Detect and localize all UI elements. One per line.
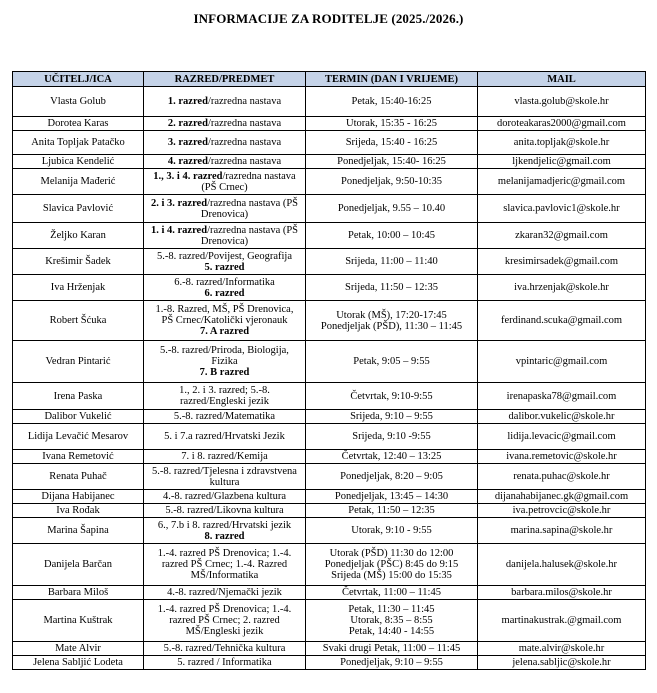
time-cell [306,155,478,169]
time-cell [306,424,478,450]
teacher-cell: Slavica Pavlović [13,195,144,223]
subject-line: PŠ Crnec/Katolički vjeronauk [161,315,288,326]
time-line: Srijeda, 15:40 - 16:25 [345,137,438,148]
time-line: Srijeda, 9:10 – 9:55 [350,411,433,422]
time-cell [306,410,478,424]
time-line: Utorak (PŠD) 11:30 do 12:00 [329,548,454,559]
teacher-cell: Ivana Remetović [13,450,144,464]
subject-cell [144,642,306,656]
time-line: Utorak, 15:35 - 16:25 [346,118,437,129]
subject-line: 7. A razred [199,326,250,337]
time-line: Četvrtak, 12:40 – 13:25 [341,451,442,462]
time-line: Srijeda, 11:50 – 12:35 [345,282,438,293]
subject-cell [144,544,306,586]
time-line: Petak, 11:30 – 11:45 [348,604,435,615]
table-row [13,87,646,117]
subject-line: 5.-8. razred/Priroda, Biologija, [160,345,289,356]
subject-line: 1.-4. razred PŠ Drenovica; 1.-4. [157,548,292,559]
teacher-cell: Dijana Habijanec [13,490,144,504]
subject-line: 2. razred/razredna nastava [167,118,282,129]
time-cell [306,249,478,275]
teacher-cell: Robert Šćuka [13,301,144,341]
teacher-cell: Iva Rođak [13,504,144,518]
subject-line: 1.-4. razred PŠ Drenovica; 1.-4. [157,604,292,615]
subject-cell [144,169,306,195]
teacher-cell: Vlasta Golub [13,87,144,117]
subject-line: Drenovica) [200,235,249,247]
time-line: Petak, 11:50 – 12:35 [348,505,435,516]
time-cell [306,131,478,155]
table-row [13,656,646,670]
mail-cell: doroteakaras2000@gmail.com [478,117,646,131]
subject-cell [144,223,306,249]
subject-cell [144,424,306,450]
table-row [13,195,646,223]
time-line: Ponedjeljak, 9:10 – 9:55 [340,657,443,668]
time-line: Ponedjeljak (PŠC) 8:45 do 9:15 [324,559,459,570]
time-line: Ponedjeljak (PŠD), 11:30 – 11:45 [320,320,463,332]
subject-cell [144,383,306,410]
table-row [13,504,646,518]
table-row [13,249,646,275]
subject-line: 6.-8. razred/Informatika [174,276,275,288]
subject-line: 4. razred/razredna nastava [167,156,282,167]
table-row [13,464,646,490]
table-row [13,169,646,195]
table-row [13,155,646,169]
table-row [13,410,646,424]
teacher-cell: Renata Puhač [13,464,144,490]
teacher-cell: Ljubica Kendelić [13,155,144,169]
subject-line: 5.-8. razred/Matematika [173,411,276,422]
subject-cell [144,490,306,504]
table-row [13,600,646,642]
subject-cell [144,600,306,642]
subject-cell [144,87,306,117]
table-row [13,117,646,131]
teacher-cell: Melanija Mađerić [13,169,144,195]
mail-cell: iva.hrzenjak@skole.hr [478,275,646,301]
mail-cell: mate.alvir@skole.hr [478,642,646,656]
mail-cell: vpintaric@gmail.com [478,341,646,383]
subject-cell [144,586,306,600]
subject-line: 4.-8. razred/Glazbena kultura [162,491,287,502]
subject-line: (PŠ Crnec) [201,181,248,193]
subject-line: 8. razred [204,530,245,542]
time-line: Ponedjeljak, 9:50-10:35 [341,176,442,187]
time-cell [306,117,478,131]
mail-cell: zkaran32@gmail.com [478,223,646,249]
subject-line: 1. razred/razredna nastava [167,96,282,107]
subject-line: kultura [209,476,240,488]
time-cell [306,504,478,518]
subject-cell [144,301,306,341]
subject-cell [144,450,306,464]
teacher-cell: Lidija Levačić Mesarov [13,424,144,450]
teacher-cell: Martina Kuštrak [13,600,144,642]
mail-cell: jelena.sabljic@skole.hr [478,656,646,670]
subject-cell [144,504,306,518]
header-mail: MAIL [478,72,646,87]
subject-line: 5.-8. razred/Povijest, Geografija [157,250,292,262]
subject-line: 1., 2. i 3. razred; 5.-8. [179,385,270,396]
header-subject: RAZRED/PREDMET [144,72,306,87]
subject-line: 5. i 7.a razred/Hrvatski Jezik [164,431,285,442]
subject-line: 1., 3. i 4. razred/razredna nastava [153,170,296,182]
teacher-cell: Jelena Sabljić Lodeta [13,656,144,670]
subject-line: 5.-8. razred/Likovna kultura [165,505,284,516]
time-line: Ponedjeljak, 9.55 – 10.40 [337,203,446,214]
time-cell [306,169,478,195]
time-cell [306,464,478,490]
teacher-cell: Irena Paska [13,383,144,410]
subject-cell [144,249,306,275]
subject-line: razred PŠ Crnec; 1.-4. Razred [161,559,288,570]
subject-line: razred PŠ Crnec; 2. razred [169,615,280,626]
time-line: Petak, 15:40-16:25 [351,96,432,107]
subject-line: 5.-8. razred/Tjelesna i zdravstvena [152,465,297,477]
teacher-cell: Dorotea Karas [13,117,144,131]
time-cell [306,544,478,586]
time-line: Utorak, 9:10 - 9:55 [351,525,432,536]
time-cell [306,490,478,504]
subject-line: 6. razred [204,287,245,299]
time-cell [306,642,478,656]
time-line: Srijeda (MŠ) 15:00 do 15:35 [331,570,452,581]
teacher-cell: Željko Karan [13,223,144,249]
subject-cell [144,518,306,544]
mail-cell: anita.topljak@skole.hr [478,131,646,155]
time-cell [306,656,478,670]
page-title: INFORMACIJE ZA RODITELJE (2025./2026.) [193,11,464,26]
table-row [13,383,646,410]
time-line: Ponedjeljak, 15:40- 16:25 [337,156,446,167]
table-row [13,223,646,249]
table-row [13,586,646,600]
subject-cell [144,155,306,169]
teacher-cell: Danijela Barčan [13,544,144,586]
subject-cell [144,410,306,424]
mail-cell: renata.puhac@skole.hr [478,464,646,490]
subject-cell [144,464,306,490]
time-line: Petak, 9:05 – 9:55 [353,356,430,367]
subject-cell [144,131,306,155]
mail-cell: melanijamadjeric@gmail.com [478,169,646,195]
mail-cell: martinakustrak.@gmail.com [478,600,646,642]
subject-cell [144,341,306,383]
mail-cell: ivana.remetovic@skole.hr [478,450,646,464]
mail-cell: iva.petrovcic@skole.hr [478,504,646,518]
time-line: Četvrtak, 11:00 – 11:45 [342,587,441,598]
teacher-cell: Marina Šapina [13,518,144,544]
table-row [13,544,646,586]
subject-line: Fizika [211,356,238,367]
time-line: Petak, 10:00 – 10:45 [348,230,435,241]
header-time: TERMIN (DAN I VRIJEME) [306,72,478,87]
time-line: Petak, 14:40 - 14:55 [348,626,435,637]
time-line: Srijeda, 11:00 – 11:40 [345,256,438,267]
mail-cell: kresimirsadek@gmail.com [478,249,646,275]
subject-cell [144,117,306,131]
mail-cell: irenapaska78@gmail.com [478,383,646,410]
subject-cell [144,275,306,301]
time-cell [306,518,478,544]
subject-line: razred/Engleski jezik [180,396,269,407]
mail-cell: ljkendjelic@gmail.com [478,155,646,169]
time-line: Svaki drugi Petak, 11:00 – 11:45 [322,643,461,654]
subject-line: MŠ/Informatika [190,570,259,581]
subject-line: 2. i 3. razred/razredna nastava (PŠ [150,197,299,209]
table-row [13,424,646,450]
time-line: Utorak, 8:35 – 8:55 [350,615,433,626]
subject-line: 6., 7.b i 8. razred/Hrvatski jezik [157,519,292,531]
time-cell [306,450,478,464]
time-line: Četvrtak, 9:10-9:55 [350,390,433,402]
table-row [13,450,646,464]
time-line: Ponedjeljak, 13:45 – 14:30 [334,491,449,502]
time-line: Srijeda, 9:10 -9:55 [352,431,431,442]
subject-line: 7. B razred [199,367,250,378]
teacher-cell: Barbara Miloš [13,586,144,600]
teacher-table [12,71,646,670]
teacher-cell: Vedran Pintarić [13,341,144,383]
mail-cell: ferdinand.scuka@gmail.com [478,301,646,341]
subject-line: 5. razred / Informatika [177,657,272,668]
time-cell [306,341,478,383]
time-cell [306,87,478,117]
table-row [13,301,646,341]
header-teacher: UČITELJ/ICA [13,72,144,87]
table-row [13,518,646,544]
teacher-cell: Krešimir Šadek [13,249,144,275]
table-row [13,341,646,383]
time-cell [306,383,478,410]
mail-cell: lidija.levacic@gmail.com [478,424,646,450]
time-line: Utorak (MŠ), 17:20-17:45 [336,309,447,321]
teacher-cell: Iva Hrženjak [13,275,144,301]
mail-cell: dalibor.vukelic@skole.hr [478,410,646,424]
subject-line: 1. i 4. razred/razredna nastava (PŠ [150,224,299,236]
subject-line: 7. i 8. razred/Kemija [181,451,268,462]
time-cell [306,195,478,223]
subject-cell [144,656,306,670]
mail-cell: barbara.milos@skole.hr [478,586,646,600]
teacher-cell: Mate Alvir [13,642,144,656]
subject-line: 4.-8. razred/Njemački jezik [167,587,282,598]
subject-line: 5. razred [204,261,245,273]
time-cell [306,223,478,249]
time-cell [306,275,478,301]
mail-cell: dijanahabijanec.gk@gmail.com [478,490,646,504]
table-header-row [13,72,646,87]
mail-cell: marina.sapina@skole.hr [478,518,646,544]
time-cell [306,600,478,642]
mail-cell: danijela.halusek@skole.hr [478,544,646,586]
time-cell [306,301,478,341]
subject-line: 3. razred/razredna nastava [167,137,282,148]
table-row [13,131,646,155]
subject-line: 1.-8. Razred, MŠ, PŠ Drenovica, [155,304,294,315]
subject-cell [144,195,306,223]
mail-cell: slavica.pavlovic1@skole.hr [478,195,646,223]
time-cell [306,586,478,600]
teacher-cell: Anita Topljak Patačko [13,131,144,155]
table-row [13,642,646,656]
subject-line: Drenovica) [200,208,249,220]
subject-line: MŠ/Engleski jezik [185,626,264,637]
mail-cell: vlasta.golub@skole.hr [478,87,646,117]
subject-line: 5.-8. razred/Tehnička kultura [163,643,286,654]
table-row [13,275,646,301]
table-row [13,490,646,504]
table-body [13,87,646,670]
teacher-cell: Dalibor Vukelić [13,410,144,424]
time-line: Ponedjeljak, 8:20 – 9:05 [340,471,443,482]
